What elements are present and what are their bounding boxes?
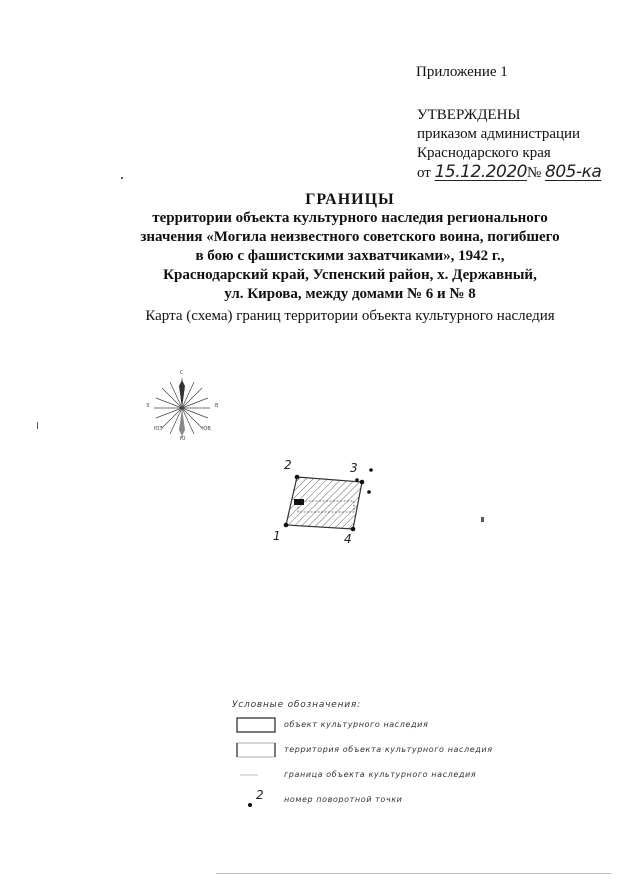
approval-date-line [417, 163, 601, 183]
appendix-label: Приложение 1 [416, 64, 508, 80]
heading-line-3: в бою с фашистскими захватчиками», 1942 г., [195, 248, 505, 264]
legend-point-number: 2 [256, 788, 264, 802]
date-prefix: от [417, 165, 431, 181]
compass-west: З [146, 403, 150, 409]
document-heading [110, 190, 590, 304]
scan-speck [37, 422, 38, 429]
scan-speck [481, 517, 484, 522]
compass-southwest: ЮЗ [154, 426, 163, 432]
heading-line-1: территории объекта культурного наследия регионального [152, 210, 548, 226]
compass-south: Ю [180, 436, 186, 442]
map-scheme [266, 455, 386, 560]
legend-title: Условные обозначения: [232, 700, 361, 710]
compass-southeast: ЮВ [202, 426, 211, 432]
map-caption: Карта (схема) границ территории объекта культурного наследия [145, 308, 555, 324]
scan-edge-line [216, 873, 611, 874]
legend-label-point-number: номер поворотной точки [284, 795, 403, 804]
boundary-line-icon [236, 767, 276, 783]
handwritten-date: 15.12.2020 [434, 162, 527, 182]
map-point-label: 4 [344, 532, 352, 546]
number-sign: № [526, 165, 542, 181]
approval-line-1: приказом администрации [417, 126, 581, 142]
object-symbol-icon [236, 717, 276, 733]
compass-north: С [180, 370, 184, 376]
scan-speck [121, 177, 123, 179]
heading-line-4: Краснодарский край, Успенский район, х. Державный, [163, 267, 537, 283]
map-point-label: 2 [284, 458, 292, 472]
heading-title: ГРАНИЦЫ [305, 191, 395, 208]
legend-row-boundary [232, 767, 532, 787]
legend-label-territory: территория объекта культурного наследия [284, 745, 493, 754]
map-point-label: 3 [350, 461, 358, 475]
legend-label-object: объект культурного наследия [284, 720, 429, 729]
heading-line-5: ул. Кирова, между домами № 6 и № 8 [224, 286, 476, 302]
legend-row-object [232, 717, 532, 737]
legend-row-territory [232, 742, 532, 762]
compass-rose [140, 368, 230, 448]
compass-east: В [215, 403, 219, 409]
heading-line-2: значения «Могила неизвестного советского воина, погибшего [140, 229, 560, 245]
map-point-label: 1 [273, 529, 281, 543]
approval-block [417, 106, 601, 183]
approval-line-2: Краснодарского края [417, 145, 551, 161]
map-legend [232, 700, 532, 817]
territory-symbol-icon [236, 742, 276, 758]
handwritten-order-number: 805-ка [545, 162, 602, 182]
legend-label-boundary: граница объекта культурного наследия [284, 770, 477, 779]
approval-heading: УТВЕРЖДЕНЫ [417, 107, 521, 123]
legend-row-point-number [232, 788, 532, 812]
